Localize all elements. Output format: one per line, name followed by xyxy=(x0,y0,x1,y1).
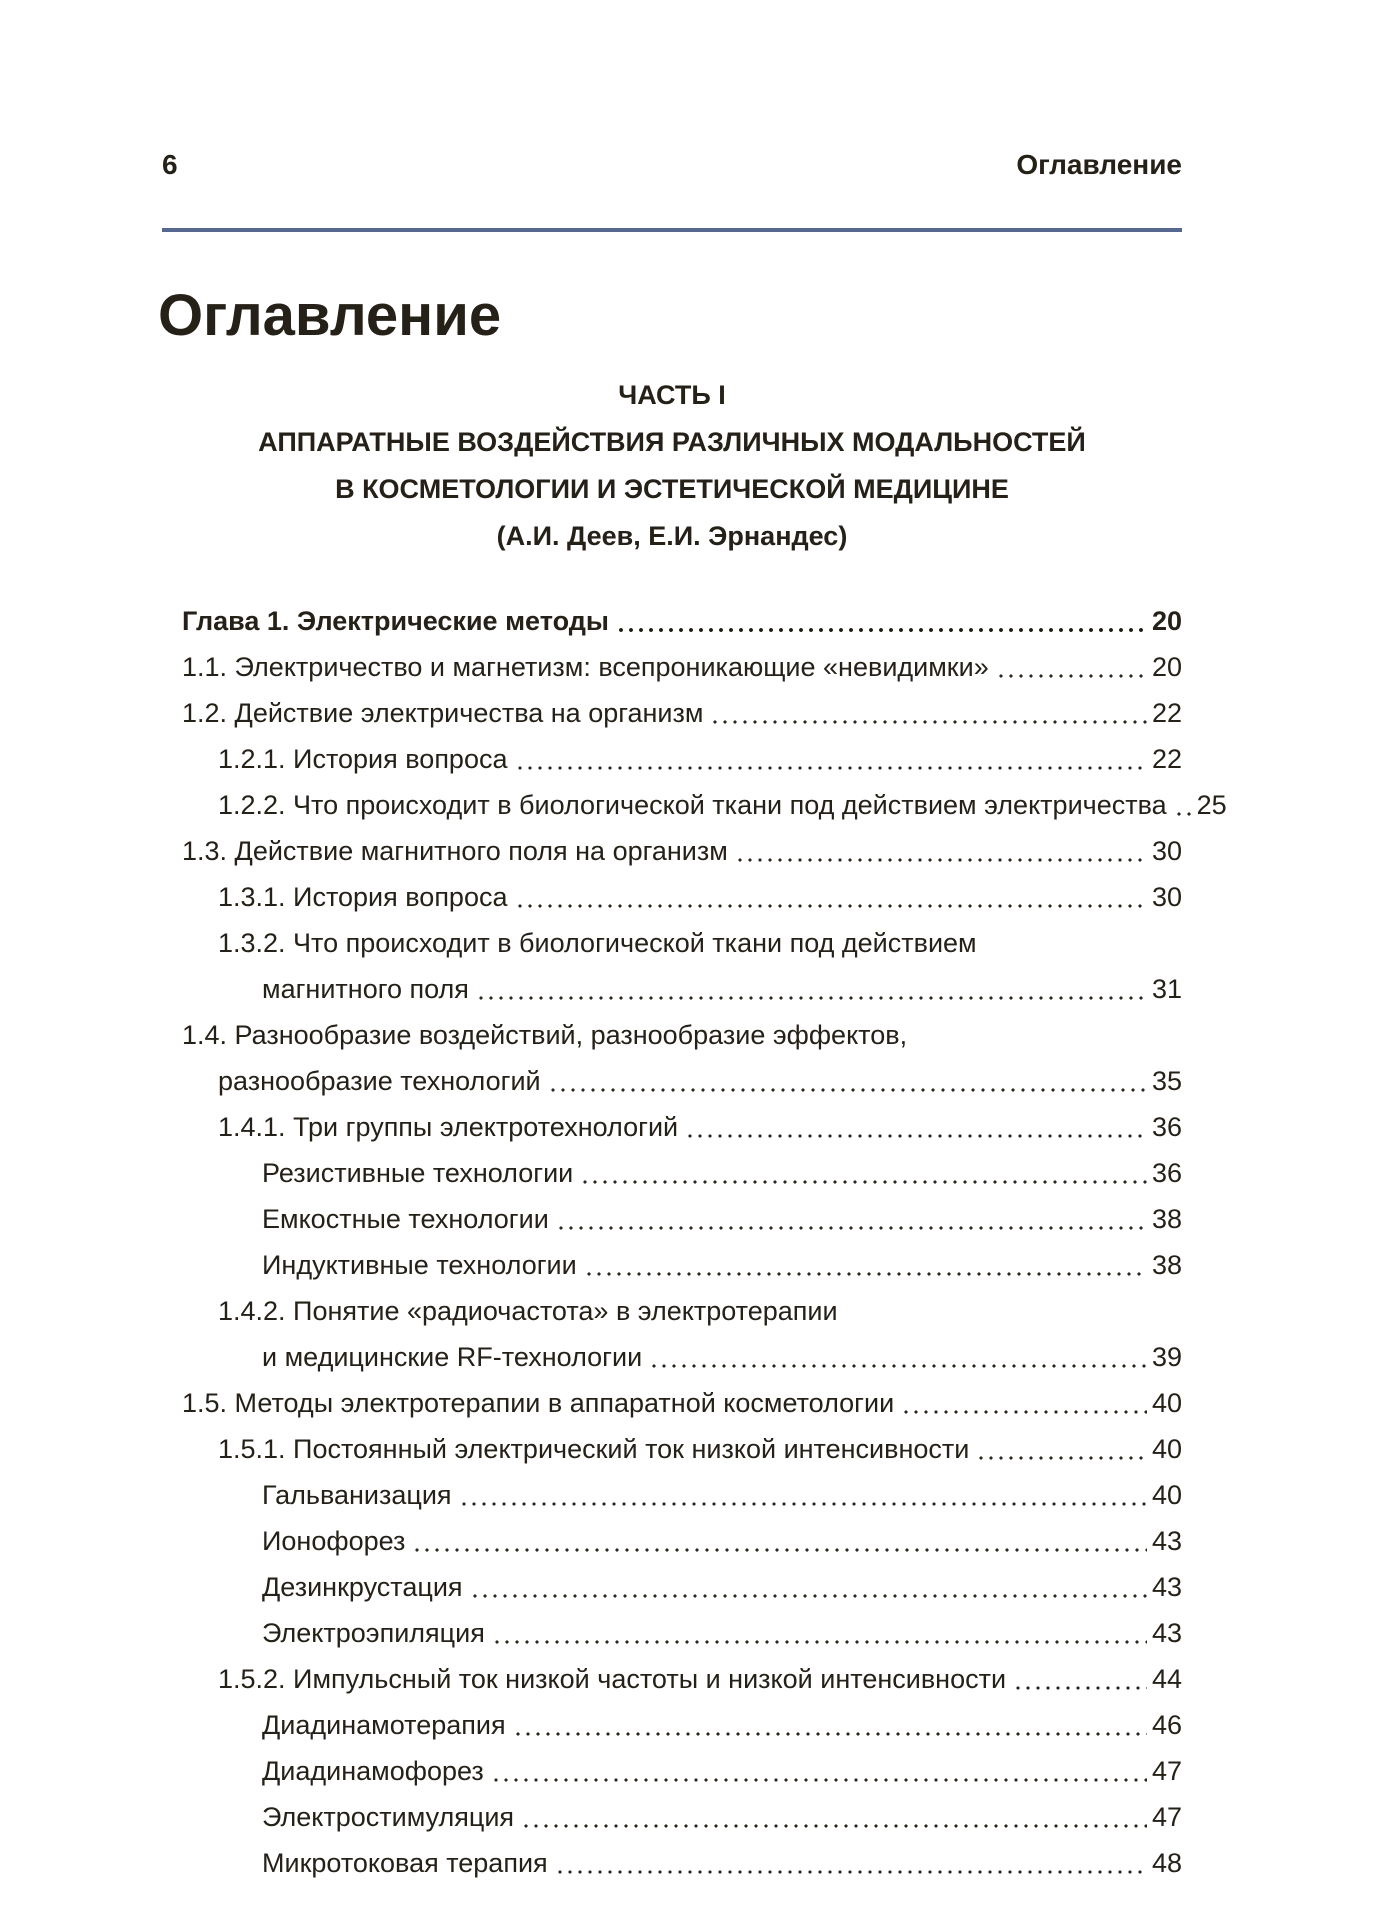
toc-entry-title: 1.2.1. История вопроса xyxy=(218,744,508,774)
toc-dot-leader xyxy=(521,1794,1147,1840)
toc-page-number: 31 xyxy=(1151,974,1182,1004)
toc-page-number: 38 xyxy=(1151,1204,1182,1234)
toc-list xyxy=(162,598,1227,1886)
toc-entry-title: 1.4. Разнообразие воздействий, разнообразие эффектов, xyxy=(182,1020,908,1050)
toc-page-number: 39 xyxy=(1151,1342,1182,1372)
toc-entry-title: 1.1. Электричество и магнетизм: всепроникающие «невидимки» xyxy=(182,652,989,682)
part-heading xyxy=(162,372,1182,560)
toc-entry-title: Микротоковая терапия xyxy=(262,1848,548,1878)
toc-dot-leader xyxy=(491,1748,1147,1794)
toc-page-number: 20 xyxy=(1151,652,1182,682)
toc-entry xyxy=(162,1702,1182,1748)
toc-entry xyxy=(162,644,1182,690)
toc-dot-leader xyxy=(1174,782,1192,828)
toc-dot-leader xyxy=(996,644,1147,690)
toc-entry-title: Диадинамотерапия xyxy=(262,1710,506,1740)
toc-entry-title: 1.4.1. Три группы электротехнологий xyxy=(218,1112,679,1142)
toc-entry xyxy=(162,598,1182,644)
toc-entry xyxy=(162,1840,1182,1886)
toc-entry xyxy=(162,1564,1182,1610)
header-running-title: Оглавление xyxy=(1016,149,1182,180)
toc-entry-title: Индуктивные технологии xyxy=(262,1250,577,1280)
part-authors: (А.И. Деев, Е.И. Эрнандес) xyxy=(496,521,848,551)
part-title-line2: В КОСМЕТОЛОГИИ И ЭСТЕТИЧЕСКОЙ МЕДИЦИНЕ xyxy=(335,474,1009,504)
part-label: ЧАСТЬ I xyxy=(618,380,726,410)
toc-page-number: 22 xyxy=(1151,744,1182,774)
toc-page-number: 40 xyxy=(1151,1388,1182,1418)
toc-entry xyxy=(162,690,1182,736)
toc-entry-title: Гальванизация xyxy=(262,1480,452,1510)
toc-entry-title: 1.3.2. Что происходит в биологической ткани под действием xyxy=(218,928,977,958)
toc-page-number: 30 xyxy=(1151,836,1182,866)
toc-entry-title: Глава 1. Электрические методы xyxy=(182,606,609,636)
toc-entry-title: 1.3. Действие магнитного поля на организм xyxy=(182,836,728,866)
toc-entry-title: и медицинские RF-технологии xyxy=(262,1342,643,1372)
toc-entry xyxy=(162,1150,1182,1196)
toc-dot-leader xyxy=(976,1426,1147,1472)
header-rule xyxy=(162,228,1182,232)
toc-dot-leader xyxy=(584,1242,1147,1288)
toc-page-number: 43 xyxy=(1151,1618,1182,1648)
toc-entry xyxy=(162,1012,1182,1058)
toc-dot-leader xyxy=(548,1058,1147,1104)
toc-dot-leader xyxy=(412,1518,1147,1564)
toc-dot-leader xyxy=(649,1334,1147,1380)
toc-dot-leader xyxy=(556,1196,1147,1242)
toc-entry xyxy=(162,1518,1182,1564)
toc-dot-leader xyxy=(616,598,1147,644)
toc-entry xyxy=(162,1058,1182,1104)
page-title: Оглавление xyxy=(158,283,502,348)
toc-entry-title: 1.5. Методы электротерапии в аппаратной косметологии xyxy=(182,1388,895,1418)
toc-entry-title: Диадинамофорез xyxy=(262,1756,484,1786)
toc-entry-title: Электростимуляция xyxy=(262,1802,515,1832)
toc-entry xyxy=(162,966,1182,1012)
toc-page-number: 38 xyxy=(1151,1250,1182,1280)
toc-entry-title: разнообразие технологий xyxy=(218,1066,541,1096)
toc-page-number: 47 xyxy=(1151,1802,1182,1832)
toc-entry-title: 1.2.2. Что происходит в биологической ткани под действием электричества xyxy=(218,790,1167,820)
toc-entry-title: 1.4.2. Понятие «радиочастота» в электротерапии xyxy=(218,1296,838,1326)
toc-page-number: 30 xyxy=(1151,882,1182,912)
toc-entry xyxy=(162,1104,1182,1150)
toc-entry-title: Резистивные технологии xyxy=(262,1158,574,1188)
toc-page-number: 48 xyxy=(1151,1848,1182,1878)
toc-entry-title: Электроэпиляция xyxy=(262,1618,485,1648)
toc-entry xyxy=(162,1610,1182,1656)
toc-page-number: 40 xyxy=(1151,1434,1182,1464)
toc-dot-leader xyxy=(735,828,1147,874)
toc-entry xyxy=(162,1380,1182,1426)
toc-page-number: 25 xyxy=(1196,790,1227,820)
toc-entry xyxy=(162,1794,1182,1840)
toc-page-number: 44 xyxy=(1151,1664,1182,1694)
toc-entry xyxy=(162,1656,1182,1702)
toc-dot-leader xyxy=(685,1104,1147,1150)
toc-entry-title: магнитного поля xyxy=(262,974,469,1004)
toc-dot-leader xyxy=(513,1702,1147,1748)
toc-page-number: 35 xyxy=(1151,1066,1182,1096)
toc-page-number: 36 xyxy=(1151,1112,1182,1142)
toc-dot-leader xyxy=(476,966,1147,1012)
toc-page-number: 46 xyxy=(1151,1710,1182,1740)
toc-page-number: 40 xyxy=(1151,1480,1182,1510)
toc-entry-title: 1.5.1. Постоянный электрический ток низкой интенсивности xyxy=(218,1434,970,1464)
toc-entry-title: 1.3.1. История вопроса xyxy=(218,882,508,912)
toc-entry-title: 1.2. Действие электричества на организм xyxy=(182,698,704,728)
toc-dot-leader xyxy=(710,690,1147,736)
toc-dot-leader xyxy=(901,1380,1147,1426)
toc-entry xyxy=(162,782,1227,828)
toc-entry-title: Ионофорез xyxy=(262,1526,406,1556)
toc-dot-leader xyxy=(580,1150,1147,1196)
toc-dot-leader xyxy=(1013,1656,1147,1702)
toc-entry xyxy=(162,920,1182,966)
toc-entry xyxy=(162,1196,1182,1242)
toc-dot-leader xyxy=(555,1840,1147,1886)
toc-entry xyxy=(162,736,1182,782)
toc-page-number: 47 xyxy=(1151,1756,1182,1786)
toc-dot-leader xyxy=(515,736,1147,782)
toc-page-number: 22 xyxy=(1151,698,1182,728)
toc-dot-leader xyxy=(515,874,1147,920)
toc-entry xyxy=(162,1472,1182,1518)
part-title-line1: АППАРАТНЫЕ ВОЗДЕЙСТВИЯ РАЗЛИЧНЫХ МОДАЛЬНОСТЕЙ xyxy=(258,427,1086,457)
toc-dot-leader xyxy=(492,1610,1147,1656)
toc-page-number: 36 xyxy=(1151,1158,1182,1188)
toc-page-number: 20 xyxy=(1151,606,1182,636)
toc-dot-leader xyxy=(470,1564,1147,1610)
toc-page-number: 43 xyxy=(1151,1572,1182,1602)
toc-entry xyxy=(162,828,1182,874)
toc-entry xyxy=(162,1334,1182,1380)
toc-entry xyxy=(162,1748,1182,1794)
toc-entry xyxy=(162,1242,1182,1288)
toc-entry xyxy=(162,874,1182,920)
running-header xyxy=(162,150,1182,180)
toc-entry-title: Емкостные технологии xyxy=(262,1204,549,1234)
toc-dot-leader xyxy=(459,1472,1147,1518)
header-page-number: 6 xyxy=(162,149,178,180)
toc-entry xyxy=(162,1288,1182,1334)
toc-entry-title: 1.5.2. Импульсный ток низкой частоты и низкой интенсивности xyxy=(218,1664,1007,1694)
toc-entry xyxy=(162,1426,1182,1472)
toc-entry-title: Дезинкрустация xyxy=(262,1572,463,1602)
toc-page-number: 43 xyxy=(1151,1526,1182,1556)
